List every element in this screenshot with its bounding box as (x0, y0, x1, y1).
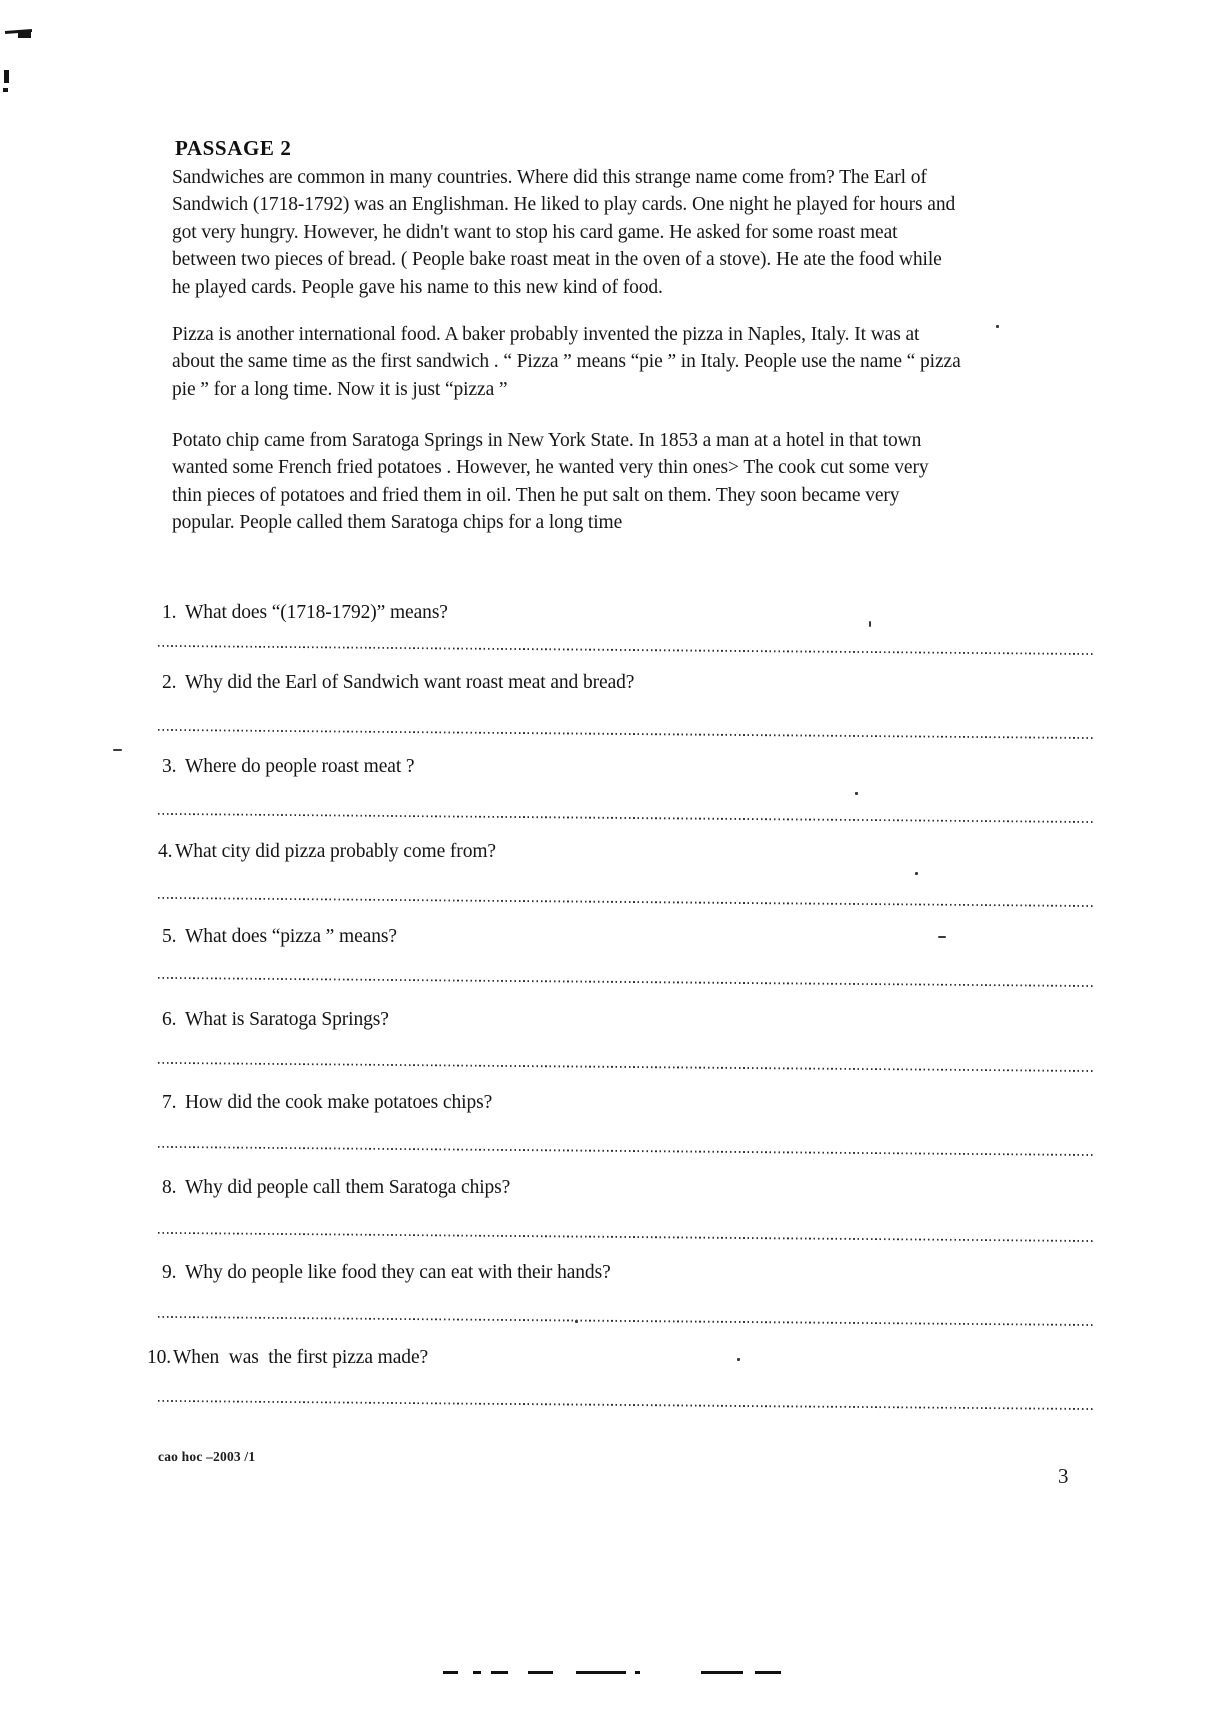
question-number: 10. (147, 1347, 172, 1368)
question-7 (162, 1092, 492, 1114)
answer-line-3 (158, 813, 1094, 824)
passage-heading: PASSAGE 2 (175, 136, 292, 160)
question-text: When was the first pizza made? (173, 1347, 429, 1368)
question-number: 2. (162, 672, 177, 693)
answer-line-8 (158, 1232, 1094, 1243)
scan-speck (996, 325, 999, 328)
answer-line-7 (158, 1146, 1094, 1157)
scan-artifact (4, 70, 9, 83)
scan-speck (938, 936, 946, 938)
question-text: Why do people like food they can eat with their hands? (185, 1262, 611, 1283)
question-number: 4. (158, 841, 173, 862)
passage-paragraph-1: Sandwiches are common in many countries. Where did this strange name come from? The Earl of Sandwich (1718-1792) was an Englishman. He liked to play cards. One night he played for hours and got very hungry. However, he didn't want to stop his card game. He asked for some roast meat between two pieces of bread. ( People bake roast meat in the oven of a stove). He ate the food while he played cards. People gave his name to this new kind of food. (172, 167, 956, 298)
question-number: 9. (162, 1262, 177, 1283)
answer-line-1 (158, 645, 1094, 656)
question-5 (162, 926, 397, 948)
question-text: How did the cook make potatoes chips? (185, 1092, 493, 1113)
scan-speck (869, 621, 871, 627)
answer-line-9 (158, 1316, 1094, 1327)
passage-paragraph-3: Potato chip came from Saratoga Springs in New York State. In 1853 a man at a hotel in that town wanted some French fried potatoes . However, he wanted very thin ones> The cook cut some very thin pieces of potatoes and fried them in oil. Then he put salt on them. They soon became very popular. People called them Saratoga chips for a long time (172, 430, 929, 534)
question-text: What city did pizza probably come from? (175, 841, 496, 862)
question-number: 3. (162, 756, 177, 777)
scan-speck (915, 872, 918, 875)
answer-line-2 (158, 729, 1094, 740)
question-text: Why did the Earl of Sandwich want roast meat and bread? (185, 672, 635, 693)
question-number: 5. (162, 926, 177, 947)
question-6 (162, 1009, 389, 1031)
question-text: Where do people roast meat ? (185, 756, 415, 777)
question-number: 7. (162, 1092, 177, 1113)
passage-paragraph-2: Pizza is another international food. A baker probably invented the pizza in Naples, Italy. It was at about the same time as the first sandwich . “ Pizza ” means “pie ” in Italy. People use the name “ pizza pie ” for a long time. Now it is just “pizza ” (172, 324, 961, 400)
question-10 (147, 1347, 428, 1369)
question-3 (162, 756, 414, 778)
question-text: What does “pizza ” means? (185, 926, 397, 947)
scan-speck (575, 1320, 578, 1323)
question-9 (162, 1262, 611, 1284)
question-text: What does “(1718-1792)” means? (185, 602, 448, 623)
question-1 (162, 602, 448, 624)
question-number: 1. (162, 602, 177, 623)
scan-speck (737, 1358, 740, 1361)
question-8 (162, 1177, 510, 1199)
question-text: What is Saratoga Springs? (185, 1009, 389, 1030)
question-text: Why did people call them Saratoga chips? (185, 1177, 511, 1198)
scan-speck (113, 749, 122, 751)
bottom-dashed-line (443, 1671, 781, 1674)
answer-line-10 (158, 1400, 1094, 1411)
question-4 (158, 841, 496, 863)
scan-speck (855, 792, 858, 795)
answer-line-4 (158, 897, 1094, 908)
question-2 (162, 672, 634, 694)
answer-line-5 (158, 977, 1094, 988)
question-number: 8. (162, 1177, 177, 1198)
footer-code: cao hoc –2003 /1 (158, 1449, 256, 1464)
scan-artifact (3, 88, 8, 92)
answer-line-6 (158, 1062, 1094, 1073)
question-number: 6. (162, 1009, 177, 1030)
page-number: 3 (1058, 1464, 1069, 1488)
scan-artifact (18, 32, 31, 38)
